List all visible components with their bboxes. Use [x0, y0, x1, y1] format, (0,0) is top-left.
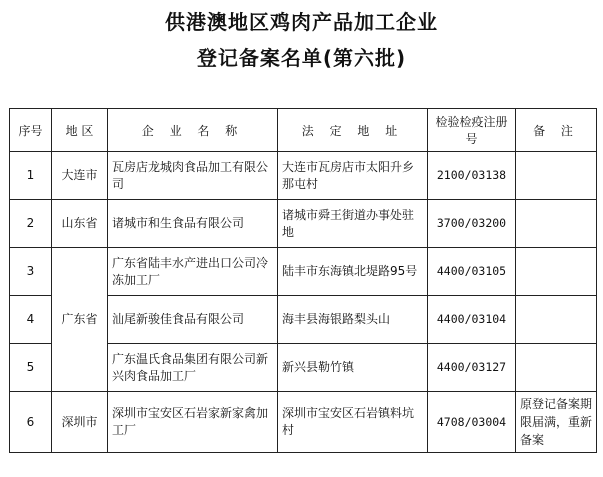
- cell-region: 深圳市: [52, 392, 108, 453]
- header-region: 地 区: [52, 109, 108, 152]
- table-row: [10, 200, 597, 248]
- cell-address: 陆丰市东海镇北堤路95号: [278, 248, 428, 296]
- cell-note: [516, 152, 597, 200]
- cell-region: 大连市: [52, 152, 108, 200]
- header-reg: 检验检疫注册号: [428, 109, 516, 152]
- cell-reg: 2100/03138: [428, 152, 516, 200]
- header-seq: 序号: [10, 109, 52, 152]
- cell-address: 大连市瓦房店市太阳升乡那屯村: [278, 152, 428, 200]
- cell-name: 广东温氏食品集团有限公司新兴肉食品加工厂: [108, 344, 278, 392]
- cell-seq: 6: [10, 392, 52, 453]
- cell-seq: 4: [10, 296, 52, 344]
- table-row: [10, 392, 597, 453]
- cell-seq: 2: [10, 200, 52, 248]
- cell-name: 广东省陆丰水产进出口公司冷冻加工厂: [108, 248, 278, 296]
- cell-reg: 4708/03004: [428, 392, 516, 453]
- cell-seq: 1: [10, 152, 52, 200]
- cell-seq: 3: [10, 248, 52, 296]
- registration-table: [9, 108, 597, 453]
- cell-reg: 4400/03105: [428, 248, 516, 296]
- table-row: [10, 152, 597, 200]
- cell-note: [516, 248, 597, 296]
- header-note: 备 注: [516, 109, 597, 152]
- cell-reg: 4400/03127: [428, 344, 516, 392]
- cell-name: 瓦房店龙城肉食品加工有限公司: [108, 152, 278, 200]
- cell-seq: 5: [10, 344, 52, 392]
- document-subtitle: 登记备案名单(第六批): [196, 46, 407, 70]
- cell-address: 深圳市宝安区石岩镇料坑村: [278, 392, 428, 453]
- cell-name: 汕尾新骏佳食品有限公司: [108, 296, 278, 344]
- cell-address: 诸城市舜王街道办事处驻地: [278, 200, 428, 248]
- cell-address: 海丰县海银路梨头山: [278, 296, 428, 344]
- cell-note: [516, 200, 597, 248]
- cell-note: 原登记备案期限届满，重新备案: [516, 392, 597, 453]
- cell-note: [516, 296, 597, 344]
- cell-name: 深圳市宝安区石岩家新家禽加工厂: [108, 392, 278, 453]
- document-title: 供港澳地区鸡肉产品加工企业: [165, 10, 438, 34]
- header-address: 法 定 地 址: [278, 109, 428, 152]
- cell-reg: 3700/03200: [428, 200, 516, 248]
- cell-region: 山东省: [52, 200, 108, 248]
- cell-name: 诸城市和生食品有限公司: [108, 200, 278, 248]
- cell-region: 广东省: [52, 248, 108, 392]
- table-row: [10, 248, 597, 296]
- header-name: 企 业 名 称: [108, 109, 278, 152]
- cell-reg: 4400/03104: [428, 296, 516, 344]
- cell-address: 新兴县勒竹镇: [278, 344, 428, 392]
- table-header-row: [10, 109, 597, 152]
- cell-note: [516, 344, 597, 392]
